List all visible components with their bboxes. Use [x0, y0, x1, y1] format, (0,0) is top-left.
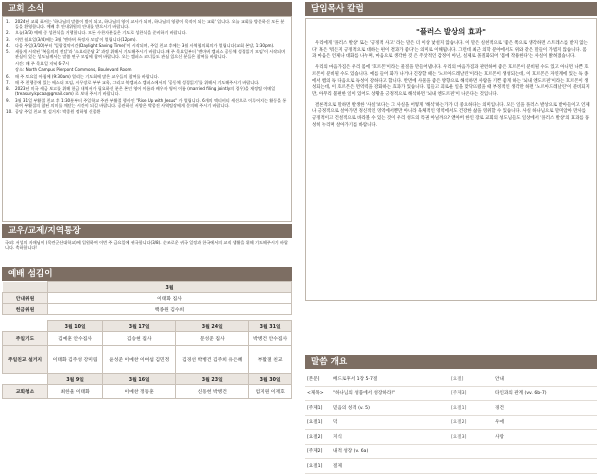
date-cell: 3월 23일	[176, 374, 249, 385]
notice-text: 오늘(3/3) 예배 중 성찬식을 거행합니다. 모든 수찬자분들은 기도로 성찬식을 준비하기 바랍니다.	[15, 30, 187, 36]
notice-item	[6, 19, 288, 29]
notice-number: 4.	[6, 43, 10, 49]
notice-number: 7.	[6, 79, 10, 85]
prayer-cell: 문성준 집사	[176, 332, 249, 346]
column-paragraph: 결론적으로 말하면 발생한 '사실'보다는 그 사실을 어떻게 '해석'하는가가 더 중요하다는 의미입니다. 모든 일을 플러스 발상으로 받아들이고 언제나 긍정적으로 살아가면 정신적인 영역에서뿐만 아니라 육체적인 영역에서도 건강한 삶을 영위할 수 있습니다. 사실 하나님으로 말미암아 만사를 긍정적이고 건설적으로 바라볼 수 있는 것이 우리 성도의 특권 아닐까요? 앤아버 한인 장로 교회의 성도님들도 일상에서 '플러스 발상'의 효과를 풍성히 누리며 살아가기를 바랍니다.	[312, 102, 590, 128]
outline-row	[305, 387, 597, 402]
notice-number: 10.	[6, 108, 13, 114]
edu-header: 교우/교제/지역통장	[2, 224, 292, 238]
notice-text: 새롭게 시작된 '복음의의 전달'과 '소요리문답 2' 과정 위해서 기도해주시기 바랍니다.매 주 목요일부터 '엔마버 캠퍼스 공동체 성경읽기 모임'이 시작되며 관심이 있는 성도님께서는 말씀 연구 모임에 참여 바랍니다. 오는 캠퍼스 코너들도 관심 있으신 분들은 참여를 바랍니다.	[15, 49, 286, 60]
notice-text: 2023년 미국 세금 보고를 위해 헌금 내역서가 필요하신 분은 본인 영어 이름과 배우자 영어 이름 (married filing jointly의 경우)을 재정팀 이메일 (treasury.kpcaa@gmail.com) 로 보내 주시기 바랍니다.	[15, 86, 276, 97]
outline-cell-c: [요절2]	[451, 420, 467, 426]
notice-number: 6.	[6, 73, 10, 79]
outline-cell-a: <제목>	[307, 391, 324, 397]
outline-cell-d: 타인과의 관계 (vv. 6b-7)	[495, 391, 547, 397]
fellowship-cell: 윤성준 이예찬 이여섭 김민정	[103, 346, 176, 374]
outline-cell-a: [본문]	[307, 376, 320, 382]
outline-cell-d: 안내	[495, 376, 504, 382]
edu-text: 국외: 서성의 자매님이 (목련군산대학교)에 입원하여 이번 주 금요일에 귀국합니다(3/8). 순조로운 귀국 일정과 한국에서의 교직 생활을 위해 기도해주시기 바랍니다. 축하합니다!	[5, 240, 288, 251]
notice-number: 3.	[6, 36, 10, 42]
notice-item	[6, 98, 288, 108]
cleaning-cell: 최한울 이태화	[48, 385, 103, 399]
notice-text: 2024년 교회 표어는 '하나님의 말씀이 별이 되고, 하나님의 영이 교사가 되며, 하나님의 영광이 목적이 되는 교회' 입니다. 오늘 교회를 방문하신 모든 분들을 환영합니다. 예배 후 안내위원의 안내를 받으시기 바랍니다.	[15, 19, 285, 30]
column-title: "플러스 발상의 효과"	[416, 27, 486, 36]
sermon-outline	[305, 372, 597, 474]
notice-item	[6, 43, 288, 48]
outline-row	[305, 459, 597, 474]
right-column	[305, 2, 597, 469]
outline-row	[305, 416, 597, 431]
date-cell: 3월 17일	[103, 321, 176, 332]
notice-text: 이번 월요일(3/4)에는 3월 '엔마버 특정자 모임'이 열립니다(12pm).	[15, 36, 137, 42]
outline-cell-a: [요절2]	[307, 434, 323, 440]
notice-list	[2, 16, 292, 222]
outline-cell-b: 절제	[333, 463, 342, 469]
outline-cell-b: 믿음의 성격 (v. 5)	[333, 405, 370, 411]
notice-number: 9.	[6, 97, 10, 103]
outline-cell-a: [요절1]	[307, 463, 323, 469]
fellowship-cell: 이태화 김주성 강미림	[48, 346, 103, 374]
service-table	[2, 281, 292, 399]
notice-number: 1.	[6, 19, 10, 24]
notice-item	[6, 67, 288, 72]
notice-item	[6, 109, 288, 114]
notice-number	[6, 67, 15, 72]
date-cell: 3월 24일	[176, 321, 249, 332]
prayer-cell: 박병건 안수집사	[249, 332, 292, 346]
outline-cell-b: 내적 성장 (v. 6a)	[333, 449, 369, 455]
notice-number: 5.	[6, 49, 10, 55]
outline-row	[305, 401, 597, 416]
outline-cell-a: [요절1]	[307, 420, 323, 426]
prayer-cell: 김예훈 안수집사	[48, 332, 103, 346]
notice-text: 장소: North Campus Pierpont Commons, Boulevard Room	[15, 67, 132, 73]
date-cell: 3월 30일	[249, 374, 292, 385]
notice-item	[6, 61, 288, 66]
usher-name: 이태화 집사	[48, 293, 292, 304]
date-cell: 3월 16일	[103, 374, 176, 385]
notice-text: 다음 주일(3/10)부터 '일광절약시간(Daylight Saving Time)'이 시작되며, 주일 친교 후에는 3월 사역협의회의가 열립니다(교회 본당, 1:30pm).	[15, 43, 275, 49]
notice-item	[6, 49, 288, 59]
notice-text: 공당 주일 친교 및 설거지: 박종원 정하영 신종환	[15, 108, 101, 114]
outline-cell-d: 우애	[495, 420, 504, 426]
church-news-header: 교회 소식	[2, 2, 292, 16]
outline-row	[305, 372, 597, 387]
service-header: 예배 섬김이	[2, 267, 292, 281]
outline-cell-a: [주제2]	[307, 449, 323, 455]
cleaning-cell: 이예찬 정동훈	[103, 385, 176, 399]
pastor-column-body	[305, 18, 597, 301]
outline-cell-d: 경건	[495, 405, 504, 411]
outline-cell-a: [주제1]	[307, 405, 323, 411]
cleaning-label: 교회청소	[3, 385, 48, 399]
notice-text: 매 주 친행중에 있는 에스더 모임, 시무장로 부부 교육, 그리고 북캠퍼스 캠퍼스에서의 '공동체 성경읽기'를 위해서 기도해주시기 바랍니다.	[15, 79, 260, 85]
outline-row	[305, 430, 597, 445]
cleaning-cell: 신동헌 박병건	[176, 385, 249, 399]
offering-label: 헌금위원	[3, 304, 48, 315]
outline-cell-c: [주제3]	[451, 391, 467, 397]
prayer-label: 주일기도	[3, 332, 48, 346]
notice-text: 매 주 토요일 아침에 (9:30am) 열리는 기도회에 많은 교우들의 참여를 바랍니다.	[15, 73, 159, 79]
column-paragraph: 우리의 마음가짐은 우리 몸에 '호르몬'이라는 물질을 만들어냅니다. 우리의 마음가짐과 관련하여 좋은 호르몬이 분비될 수도 있고 아니면 나쁜 호르몬이 분비될 수도 있습니다. 예를 들어 화가 나거나 긴장할 때는 '노르아드레날린'이라는 호르몬이 생성되는데, 이 호르몬은 자연계에 있는 독 종에서 뱀의 독 다음으로 독성이 강하다고 합니다. 반면에 사물을 좋은 방향으로 해석하면 사람을 기쁜 좋게 하는 '뇌내 엔도르핀'이라는 호르몬이 생성되는데, 이 호르몬은 면역력을 강화하는 효과가 있습니다. 힘들고 괴로운 일을 맞닥뜨렸을 때 부정적인 생각만 하면 '노르아드레날린'이 분비되지만, 아무리 불편한 일이 있어도 상황을 긍정적으로 해석하면 '뇌내 엔도르핀'이 나온다는 것입니다.	[312, 65, 590, 97]
outline-cell-c: [요절]	[451, 376, 464, 382]
notice-item	[6, 80, 288, 85]
date-cell: 3월 10일	[48, 321, 103, 332]
notice-number	[6, 61, 15, 66]
notice-item	[6, 37, 288, 42]
notice-number: 8.	[6, 86, 10, 92]
pastor-column-header: 담임목사 칼럼	[305, 2, 597, 16]
cleaning-cell: 엄지원 이재호	[249, 385, 292, 399]
outline-row	[305, 445, 597, 460]
outline-cell-c: [요절1]	[451, 405, 467, 411]
outline-cell-b: 덕	[333, 420, 338, 426]
notice-item	[6, 30, 288, 35]
outline-cell-c: [요절3]	[451, 434, 467, 440]
date-cell: 3월 31일	[249, 321, 292, 332]
notice-text: 3월 31일 부활절 친교 후 1:30분부터 주일학교 주관 부활절 행사인 "Rise Up with Jesus" 가 열립니다. 6개의 액티비티 세션으로 이루어지는 활동을 통하여 부활절의 참된 의미를 깨닫는 시간이 되길 바랍니다. 공관하신 서양은 박종진 사역팀장에게 문의해 주시기 바랍니다.	[15, 97, 287, 108]
fellowship-label: 주일친교 설거지	[3, 346, 48, 374]
notice-text: 시간: 매 주 목요일 저녁 6-7시	[15, 60, 70, 66]
outline-cell-b: 베드로후서 1장 5-7절	[333, 376, 378, 382]
outline-cell-d: 사랑	[495, 434, 504, 440]
usher-label: 안내위원	[3, 293, 48, 304]
fellowship-cell: 부활절 친교	[249, 346, 292, 374]
offering-name: 백종원 김수희	[48, 304, 292, 315]
month-cell: 3월	[48, 282, 292, 293]
sermon-outline-header: 말씀 개요	[305, 355, 597, 369]
fellowship-cell: 김경선 박병건 김주희 유은혜	[176, 346, 249, 374]
date-cell: 3월 9일	[48, 374, 103, 385]
notice-item	[6, 86, 288, 96]
column-paragraph: 우리에게 '플러스 발상' 또는 '긍정적 사고' 라는 말은 더 이상 낯설지 않습니다. 이 말은 실천적으로 '좋은 쪽으로 생각하면 스트레스를 받지 않는다' 혹은 '뭐든지 긍정적으로 대하는 편이 결과가 좋다'는 의미로 이해됩니다. 그런데 최근 의학 분야에서도 위와 같은 말들이 가볍지 않습니다. 몸과 마음은 언제나 대화를 나누며, 마음으로 생각한 것 은 주삿적인 감정이 아닌, 실제로 몰질화되어 '몸에 작용한다'는 사실이 밝혀졌습니다.	[312, 41, 588, 60]
outline-cell-b: 지식	[333, 434, 342, 440]
notice-item	[6, 74, 288, 79]
notice-number: 2.	[6, 30, 10, 36]
left-column	[2, 2, 292, 461]
outline-cell-b: "하나님의 성품에서 성장하라!"	[333, 391, 396, 397]
prayer-cell: 김승현 집사	[103, 332, 176, 346]
